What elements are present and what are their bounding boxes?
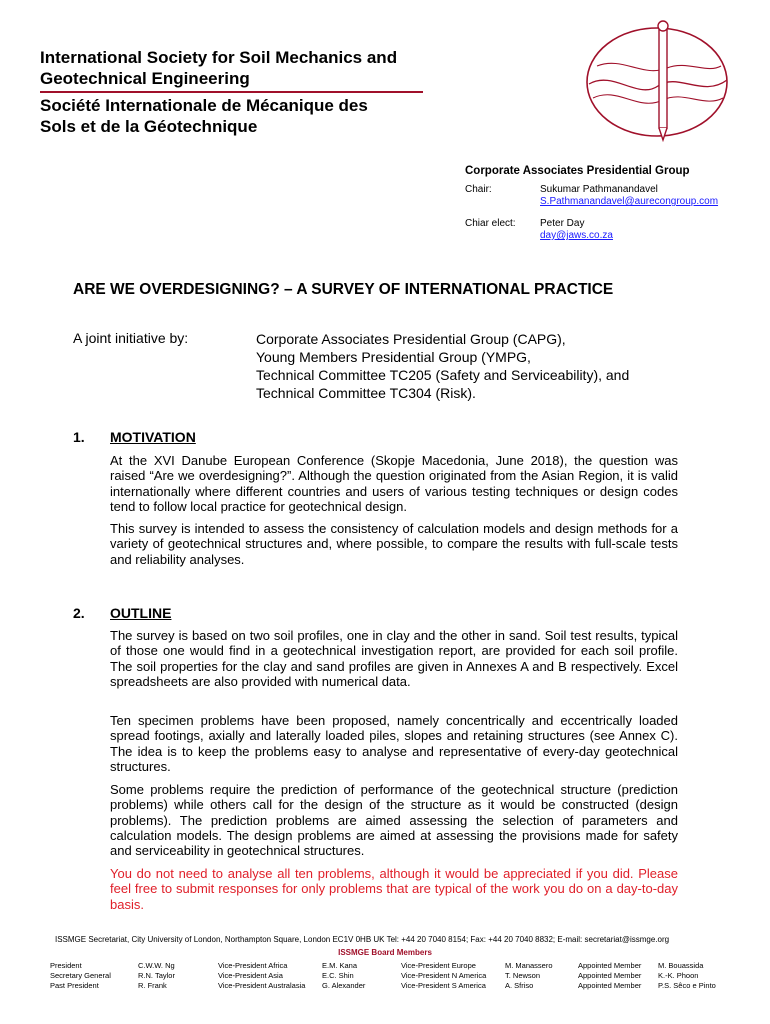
board-member: K.-K. Phoon (658, 971, 699, 980)
joint-initiative-list (256, 330, 629, 402)
section-2-paragraph-1: The survey is based on two soil profiles, one in clay and the other in sand. Soil test results, typical of those one would find in a geotechnical investigation report, are provided for each soil profile. The soil properties for the clay and sand profiles are given in Annexes A and B respectively. Excel spreadsheets are also provided with numerical data. (110, 628, 678, 689)
board-role: Appointed Member (578, 981, 642, 990)
board-column (401, 961, 486, 991)
joint-item: Young Members Presidential Group (YMPG, (256, 349, 531, 365)
org-name-english-line2: Geotechnical Engineering (40, 69, 250, 88)
section-1-number: 1. (73, 429, 85, 445)
board-role: Vice-President S America (401, 981, 486, 990)
board-role: Secretary General (50, 971, 111, 980)
joint-item: Corporate Associates Presidential Group (CAPG), (256, 331, 566, 347)
joint-item: Technical Committee TC304 (Risk). (256, 385, 476, 401)
joint-item: Technical Committee TC205 (Safety and Serviceability), and (256, 367, 630, 383)
chair-name: Sukumar Pathmanandavel (540, 184, 658, 195)
board-member: R. Frank (138, 981, 167, 990)
section-2-paragraph-2: Ten specimen problems have been proposed, namely concentrically and eccentrically loaded spread footings, axially and laterally loaded piles, slopes and retaining structures (see Annex C). The idea is to keep the problems easy to analyse and representative of every-day geotechnical structures. (110, 713, 678, 774)
board-column (578, 961, 641, 991)
board-column (505, 961, 553, 991)
board-column (138, 961, 175, 991)
board-member: C.W.W. Ng (138, 961, 175, 970)
board-member: R.N. Taylor (138, 971, 175, 980)
board-role: President (50, 961, 82, 970)
section-2-paragraph-3: Some problems require the prediction of performance of the geotechnical structure (prediction problems) while others call for the design of the structure as it would be constructed (design problems). The prediction problems are aimed assessing the selection of parameters and calculation models. The design problems are aimed at assessing the provisions made for safety and serviceability in geotechnical structures. (110, 782, 678, 859)
section-2-number: 2. (73, 605, 85, 621)
header-divider (40, 91, 423, 93)
board-role: Vice-President Australasia (218, 981, 306, 990)
board-column (322, 961, 365, 991)
board-member: P.S. Sêco e Pinto (658, 981, 716, 990)
chair-elect-email-link[interactable]: day@jaws.co.za (540, 230, 613, 241)
board-member: E.C. Shin (322, 971, 354, 980)
section-1-heading: MOTIVATION (110, 429, 196, 445)
chair-elect-contact (540, 218, 613, 242)
org-name-french-line1: Société Internationale de Mécanique des (40, 96, 368, 115)
org-name-french-line2: Sols et de la Géotechnique (40, 117, 258, 136)
joint-initiative-label: A joint initiative by: (73, 330, 189, 346)
board-member: M. Manassero (505, 961, 553, 970)
board-column (218, 961, 305, 991)
board-role: Vice-President Africa (218, 961, 288, 970)
secretariat-address: ISSMGE Secretariat, City University of London, Northampton Square, London EC1V 0HB UK Tel: +44 20 7040 8154; Fax: +44 20 7040 8832; E-mail: secretariat@issmge.org (55, 935, 670, 944)
board-title: ISSMGE Board Members (338, 948, 432, 957)
board-column (50, 961, 111, 991)
org-name-english (40, 47, 440, 89)
chair-contact (540, 184, 718, 208)
chair-label: Chair: (465, 184, 492, 195)
section-2-heading: OUTLINE (110, 605, 172, 621)
section-1-paragraph-2: This survey is intended to assess the consistency of calculation models and design methods for a variety of geotechnical structures and, where possible, to compare the results with full-scale tests and reliability analyses. (110, 521, 678, 567)
board-role: Vice-President N America (401, 971, 487, 980)
board-role: Appointed Member (578, 971, 642, 980)
org-name-english-line1: International Society for Soil Mechanics and (40, 48, 398, 67)
board-member: G. Alexander (322, 981, 366, 990)
chair-elect-label: Chiar elect: (465, 218, 516, 229)
board-member: E.M. Kana (322, 961, 358, 970)
board-role: Appointed Member (578, 961, 642, 970)
board-member: M. Bouassida (658, 961, 704, 970)
issmge-logo-icon (583, 20, 733, 142)
board-member: T. Newson (505, 971, 541, 980)
section-1-paragraph-1: At the XVI Danube European Conference (Skopje Macedonia, June 2018), the question was raised “Are we overdesigning?”. Although the question originated from the Asian Region, it is valid internationally where different countries and users of various testing techniques or design codes tend to follow local practice for geotechnical design. (110, 453, 678, 514)
board-member: A. Sfriso (505, 981, 534, 990)
capg-title: Corporate Associates Presidential Group (465, 165, 690, 177)
board-role: Past President (50, 981, 99, 990)
board-role: Vice-President Europe (401, 961, 476, 970)
board-column (658, 961, 716, 991)
document-title: ARE WE OVERDESIGNING? – A SURVEY OF INTERNATIONAL PRACTICE (73, 281, 614, 298)
chair-elect-name: Peter Day (540, 218, 585, 229)
chair-email-link[interactable]: S.Pathmanandavel@aurecongroup.com (540, 196, 719, 207)
section-2-highlight-note: You do not need to analyse all ten problems, although it would be appreciated if you did. Please feel free to submit responses for only problems that are typical of the work you do on a day-to-day basis. (110, 866, 678, 912)
board-role: Vice-President Asia (218, 971, 283, 980)
org-name-french (40, 95, 424, 137)
